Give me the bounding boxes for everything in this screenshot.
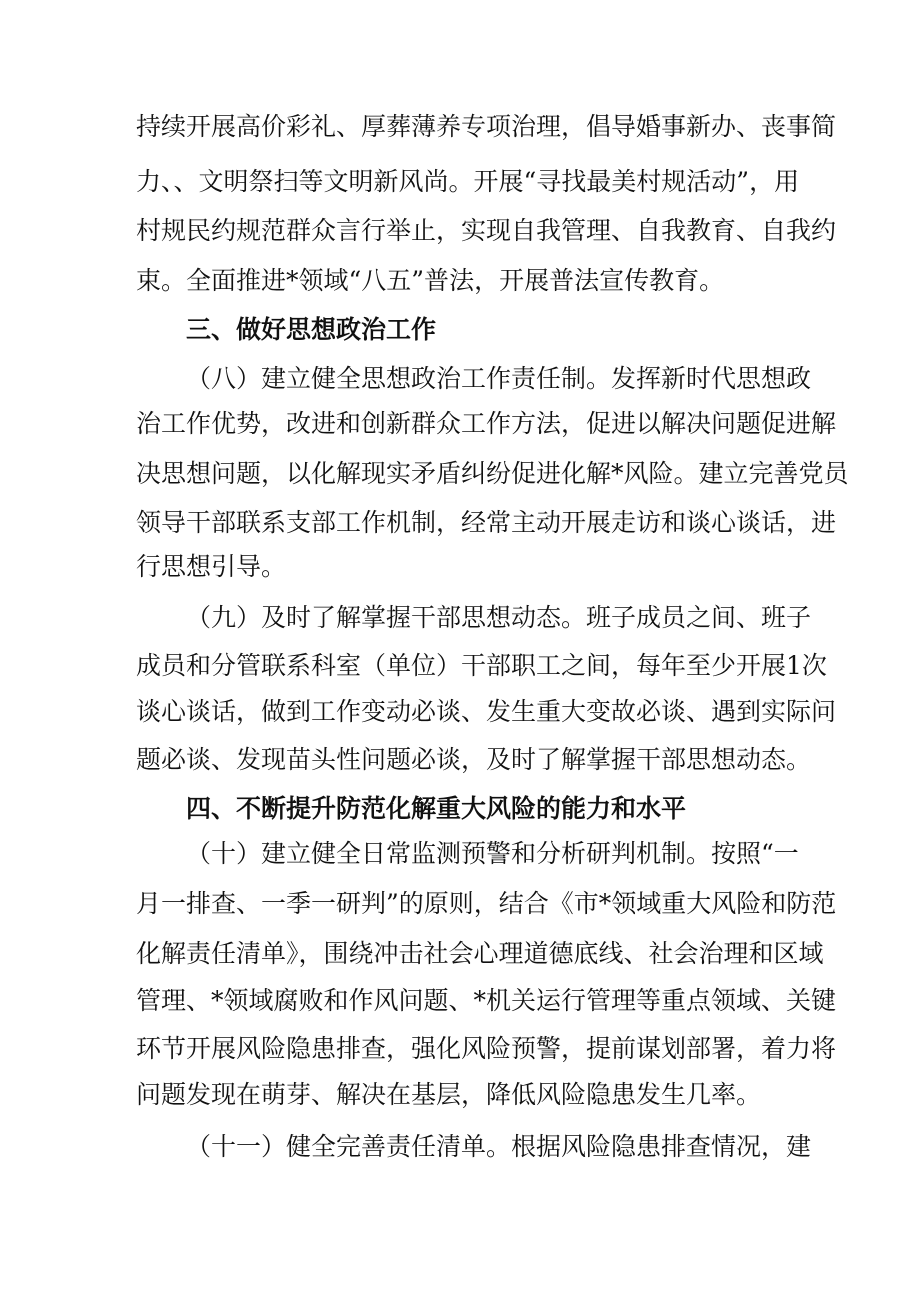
text-line: 领导干部联系支部工作机制，经常主动开展走访和谈心谈话，进 <box>136 508 837 537</box>
text-line: 月一排查、一季一研判”的原则，结合《市*领域重大风险和防范 <box>136 889 837 918</box>
text-line: 治工作优势，改进和创新群众工作方法，促进以解决问题促进解 <box>136 409 837 438</box>
section-heading: 四、不断提升防范化解重大风险的能力和水平 <box>186 794 687 823</box>
text-line: 化解责任清单》，围绕冲击社会心理道德底线、社会治理和区域 <box>136 939 824 968</box>
section-heading: 三、做好思想政治工作 <box>186 315 437 344</box>
text-line: （十一）健全完善责任清单。根据风险隐患排查情况，建 <box>186 1132 812 1161</box>
text-line: 束。全面推进*领域“八五”普法，开展普法宣传教育。 <box>136 266 725 295</box>
text-line: 题必谈、发现苗头性问题必谈，及时了解掌握干部思想动态。 <box>136 745 812 774</box>
text-line: 持续开展高价彩礼、厚葬薄养专项治理，倡导婚事新办、丧事简 <box>136 112 837 141</box>
text-line: 问题发现在萌芽、解决在基层，降低风险隐患发生几率。 <box>136 1080 762 1109</box>
text-line: （十）建立健全日常监测预警和分析研判机制。按照“一 <box>186 839 799 868</box>
text-line: 谈心谈话，做到工作变动必谈、发生重大变故必谈、遇到实际问 <box>136 697 837 726</box>
text-line: 力、、文明祭扫等文明新风尚。开展“寻找最美村规活动”，用 <box>136 167 800 196</box>
text-line: 成员和分管联系科室（单位）干部职工之间，每年至少开展1次 <box>136 651 827 680</box>
text-line: 决思想问题，以化解现实矛盾纠纷促进化解*风险。建立完善党员 <box>136 459 849 488</box>
text-line: （八）建立健全思想政治工作责任制。发挥新时代思想政 <box>186 364 812 393</box>
text-line: 环节开展风险隐患排查，强化风险预警，提前谋划部署，着力将 <box>136 1034 837 1063</box>
text-line: 村规民约规范群众言行举止，实现自我管理、自我教育、自我约 <box>136 216 837 245</box>
text-line: 管理、*领域腐败和作风问题、*机关运行管理等重点领域、关键 <box>136 986 837 1015</box>
text-line: 行思想引导。 <box>136 552 287 581</box>
text-line: （九）及时了解掌握干部思想动态。班子成员之间、班子 <box>186 603 812 632</box>
